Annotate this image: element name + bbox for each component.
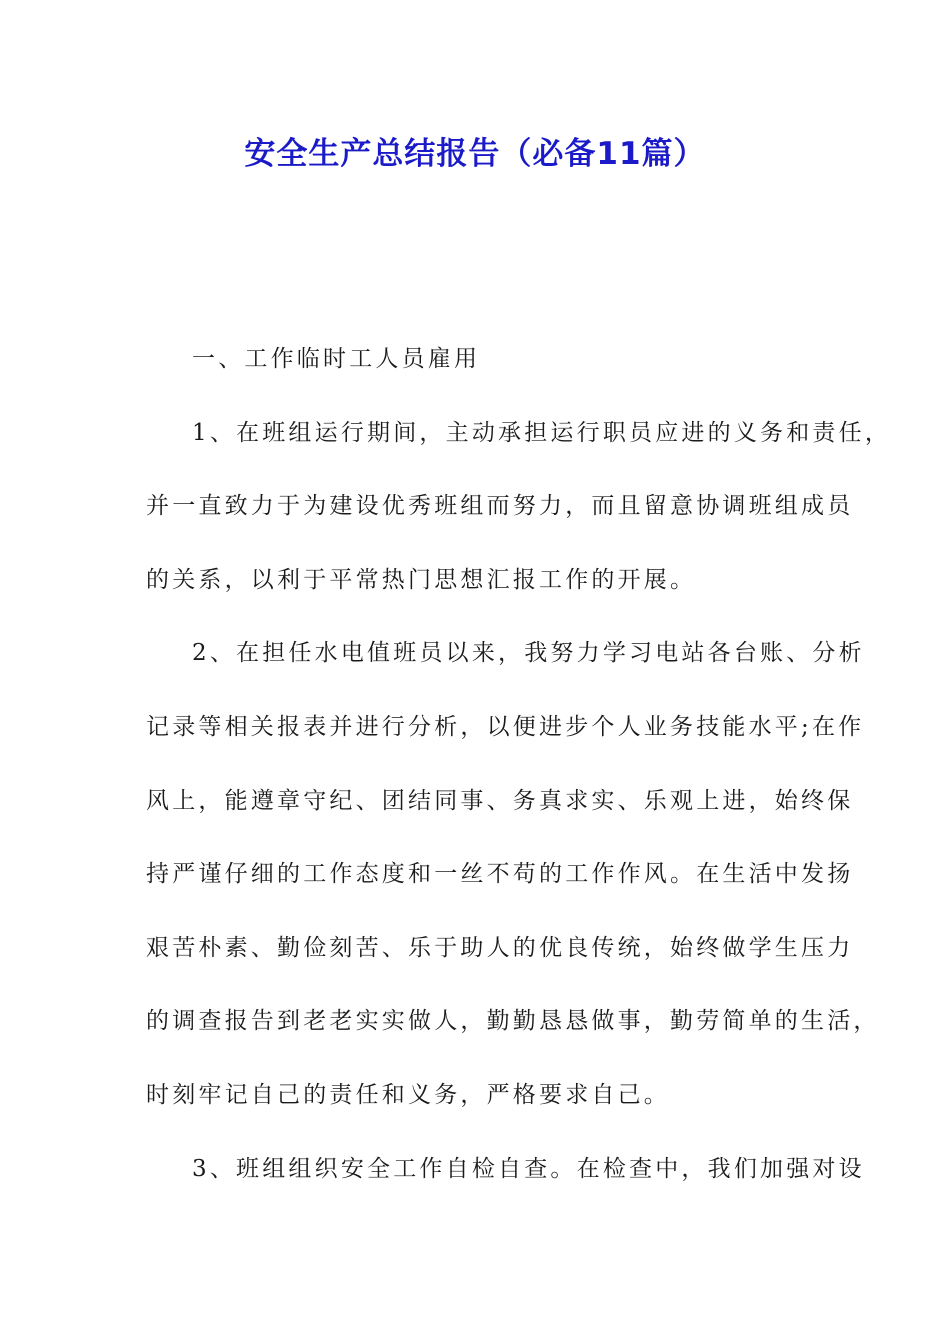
body-line: 1、在班组运行期间，主动承担运行职员应进的义务和责任， <box>192 419 892 446</box>
body-line: 的关系，以利于平常热门思想汇报工作的开展。 <box>146 566 697 593</box>
body-line: 艰苦朴素、勤俭刻苦、乐于助人的优良传统，始终做学生压力 <box>146 934 854 961</box>
body-line: 一、工作临时工人员雇用 <box>192 346 481 372</box>
body-line: 的调查报告到老老实实做人，勤勤恳恳做事，勤劳简单的生活， <box>146 1008 880 1035</box>
body-line: 2、在担任水电值班员以来，我努力学习电站各台账、分析 <box>192 640 865 667</box>
body-line: 持严谨仔细的工作态度和一丝不苟的工作作风。在生活中发扬 <box>146 861 854 888</box>
document-body <box>146 330 892 1213</box>
document-title: 安全生产总结报告（必备11篇） <box>244 136 706 172</box>
body-line: 记录等相关报表并进行分析，以便进步个人业务技能水平;在作 <box>146 713 865 740</box>
body-line: 3、班组组织安全工作自检自查。在检查中，我们加强对设 <box>192 1155 865 1182</box>
body-line: 时刻牢记自己的责任和义务，严格要求自己。 <box>146 1081 670 1108</box>
body-line: 并一直致力于为建设优秀班组而努力，而且留意协调班组成员 <box>146 493 854 520</box>
body-line: 风上，能遵章守纪、团结同事、务真求实、乐观上进，始终保 <box>146 787 854 814</box>
